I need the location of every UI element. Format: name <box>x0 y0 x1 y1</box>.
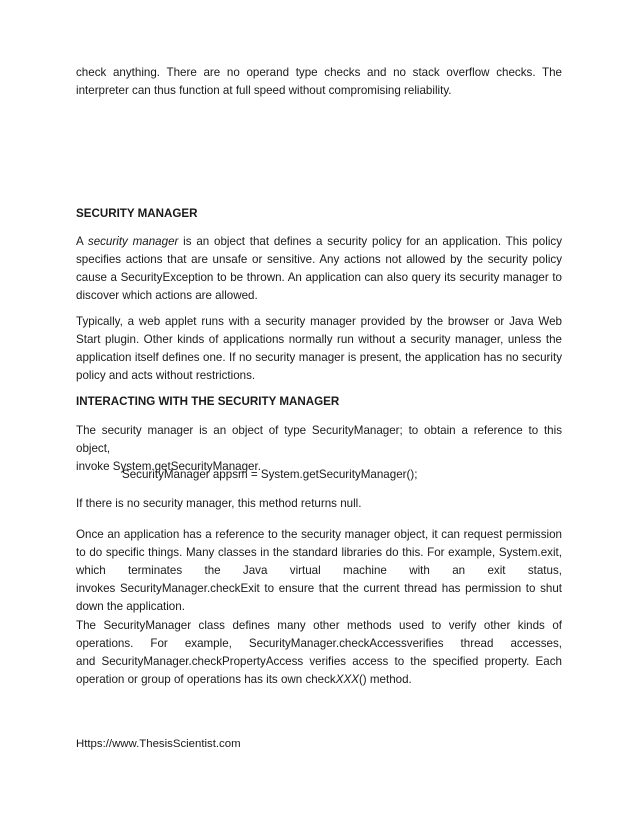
p4-line4-suffix: () method. <box>358 673 412 686</box>
p4-line4-xxx: XXX <box>335 673 359 686</box>
security-manager-term: security manager <box>87 235 179 248</box>
p1-rest: is an object that defines a security policy for an application. This policy specifies actions that are unsafe or sensitive. Any actions not allowed by the security policy cause a SecurityException to be thrown. An application can also query its security manager to discover which actions are allowed. <box>76 235 562 302</box>
intro-paragraph <box>76 64 562 100</box>
intro-line-1: check anything. There are no operand type checks and no stack overflow checks. The <box>76 66 562 79</box>
intro-line-2: interpreter can thus function at full speed without compromising reliability. <box>76 84 452 97</box>
interacting-p1-line-2: invoke System.getSecurityManager. <box>76 460 261 473</box>
security-manager-paragraph-2: Typically, a web applet runs with a security manager provided by the browser or Java Web Start plugin. Other kinds of applications normally run without a security manager, unless the application itself defines one. If no security manager is present, the application has no security policy and acts without restrictions. <box>76 315 562 382</box>
interacting-p4-line-3: and SecurityManager.checkPropertyAccess verifies access to the specified property. Each <box>76 655 562 668</box>
p1-prefix: A <box>76 235 88 248</box>
interacting-p3-line-5: down the application. <box>76 600 185 613</box>
interacting-paragraph-2: If there is no security manager, this method returns null. <box>76 497 362 510</box>
interacting-p3-line-3: which terminates the Java virtual machine with an exit status, <box>76 564 562 577</box>
interacting-p4-line-4 <box>76 671 562 689</box>
interacting-heading: INTERACTING WITH THE SECURITY MANAGER <box>76 395 340 408</box>
p4-line4-prefix: operation or group of operations has its own check <box>76 673 336 686</box>
security-manager-heading: SECURITY MANAGER <box>76 207 198 220</box>
code-line: SecurityManager appsm = System.getSecurityManager(); <box>122 468 418 481</box>
interacting-paragraph-3 <box>76 526 562 616</box>
security-manager-paragraph-1 <box>76 233 562 305</box>
interacting-p3-line-2: to do specific things. Many classes in the standard libraries do this. For example, System.exit, <box>76 546 562 559</box>
interacting-p4-line-1: The SecurityManager class defines many other methods used to verify other kinds of <box>76 619 562 632</box>
interacting-p1-line-1: The security manager is an object of type SecurityManager; to obtain a reference to this object, <box>76 424 562 455</box>
interacting-paragraph-4 <box>76 617 562 689</box>
footer-url: Https://www.ThesisScientist.com <box>76 738 241 750</box>
interacting-p3-line-4: invokes SecurityManager.checkExit to ensure that the current thread has permission to shut <box>76 582 562 595</box>
interacting-p3-line-1: Once an application has a reference to the security manager object, it can request permission <box>76 528 562 541</box>
interacting-p4-line-2: operations. For example, SecurityManager.checkAccessverifies thread accesses, <box>76 637 562 650</box>
